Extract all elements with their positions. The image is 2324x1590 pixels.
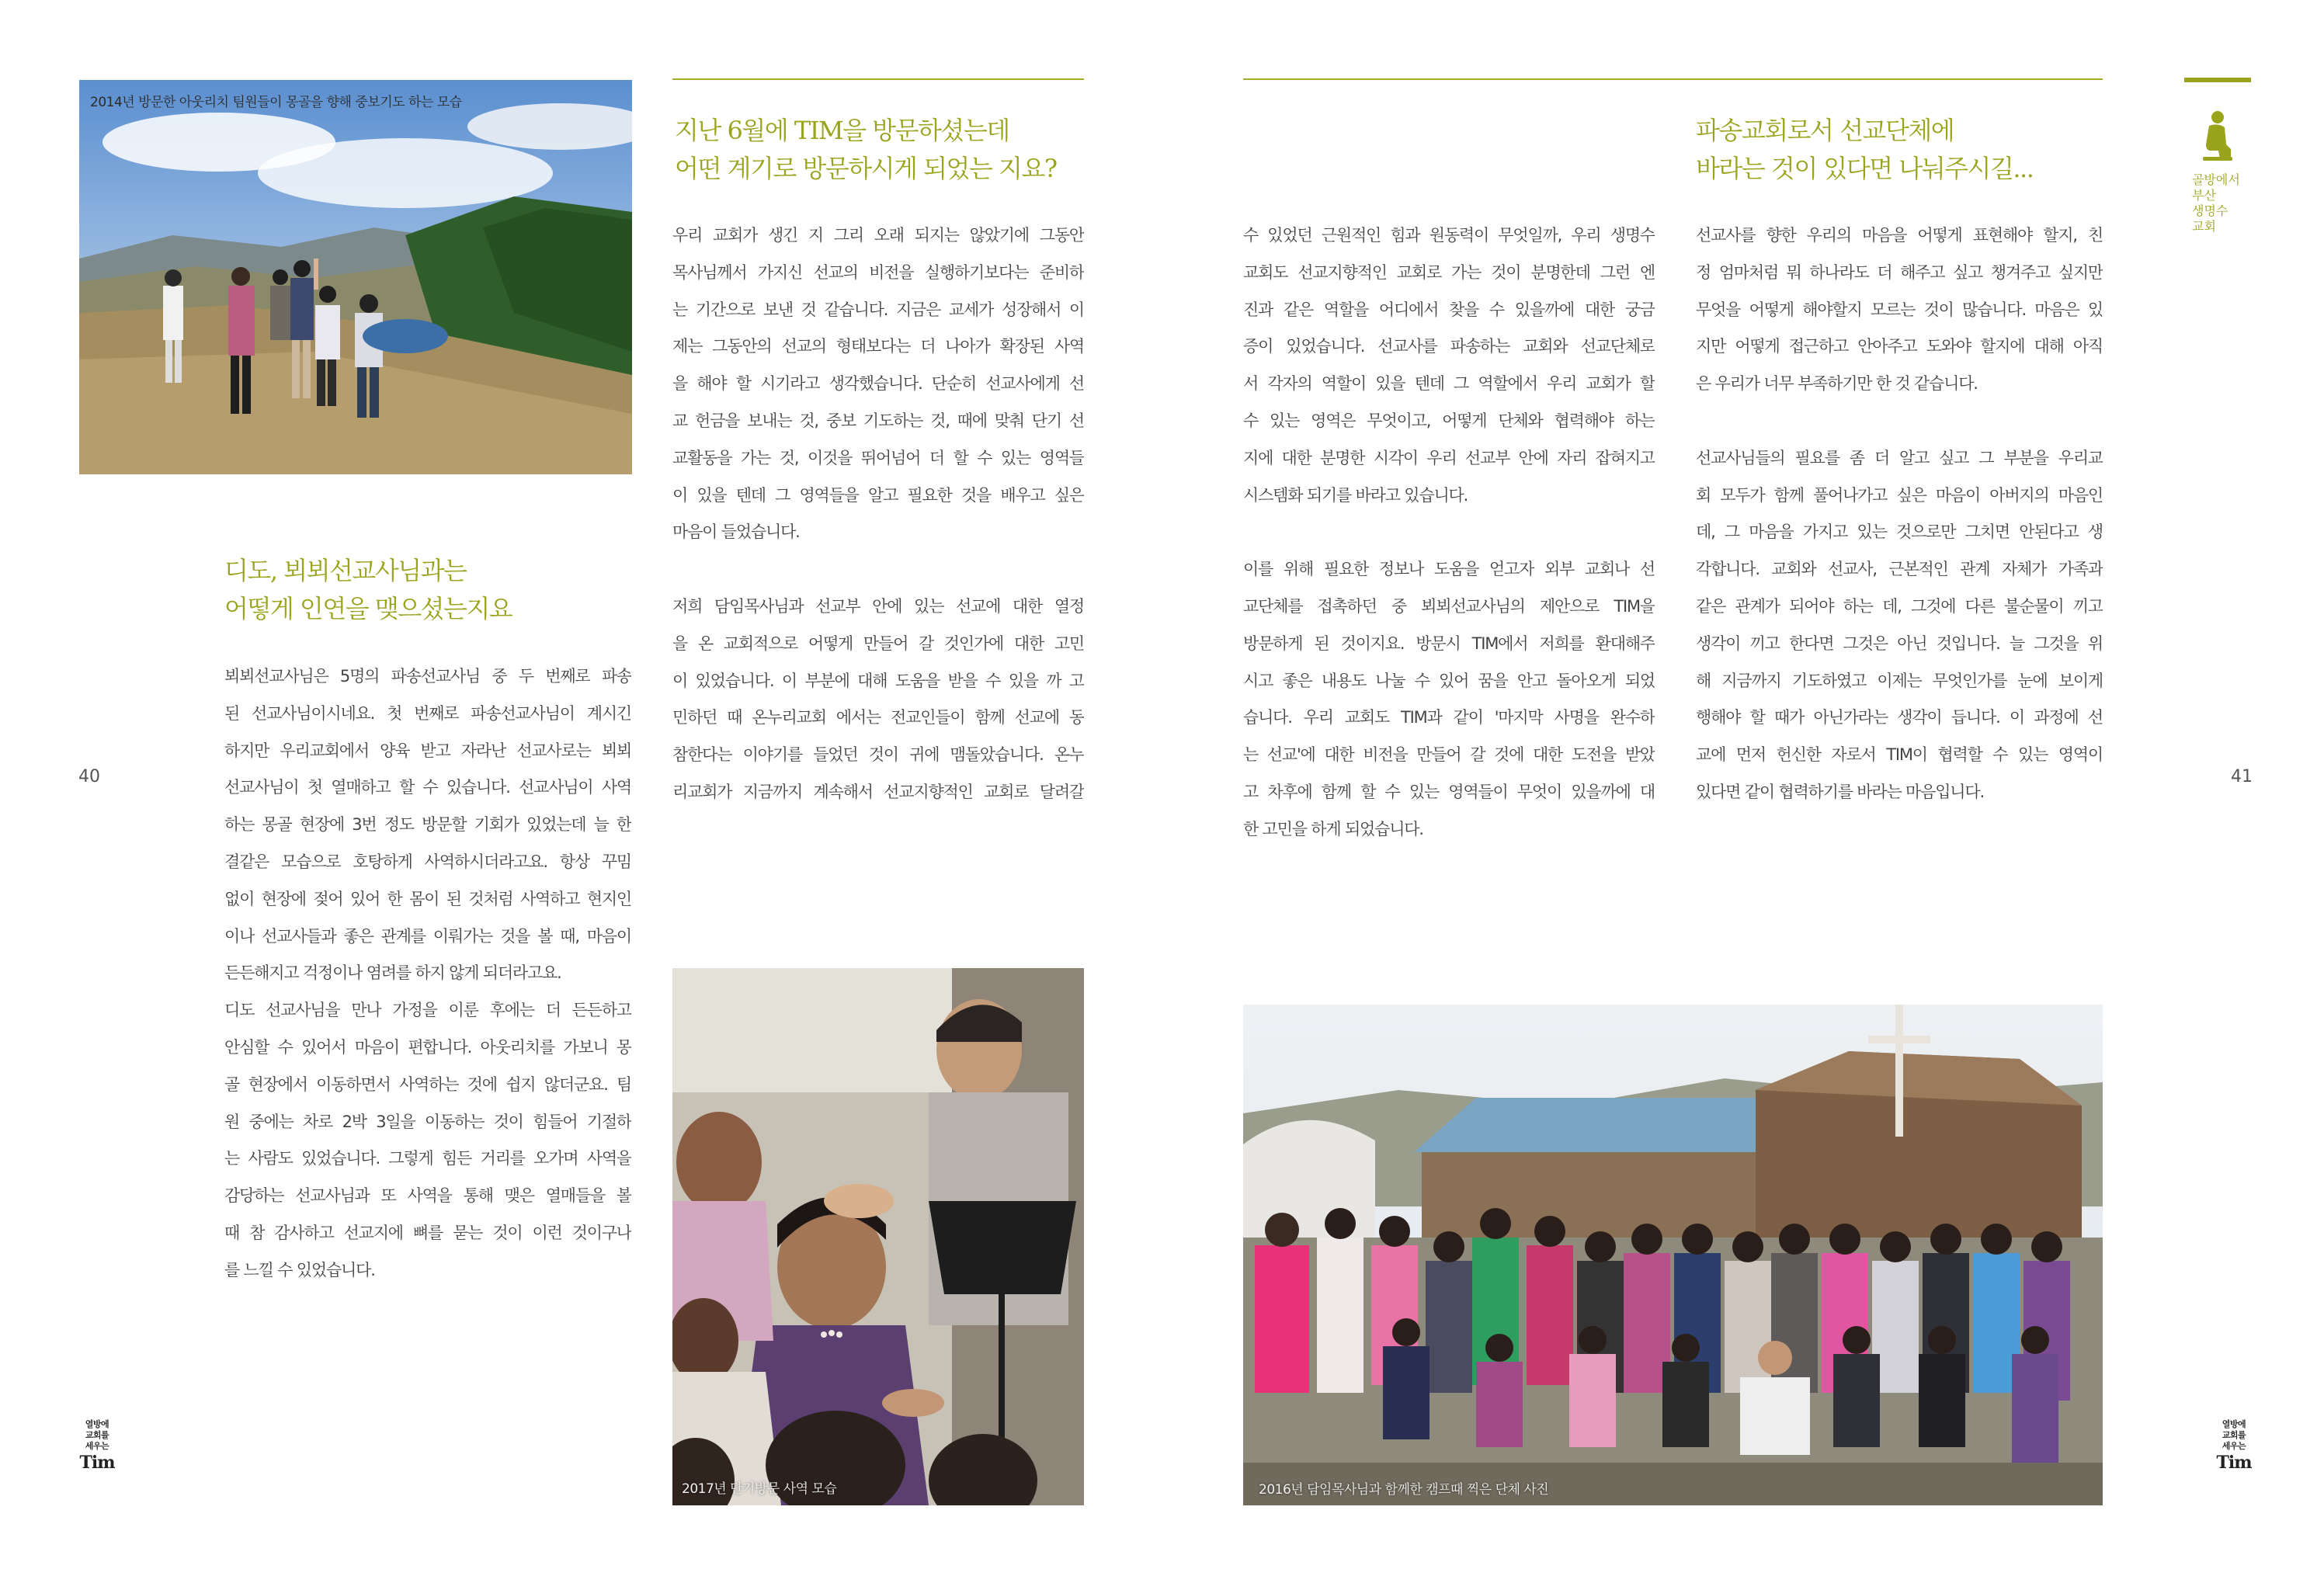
column-rule: [1243, 78, 2103, 80]
section-body-q3: 선교사를 향한 우리의 마음을 어떻게 표현해야 할지, 친 정 엄마처럼 뭐 하나라도 더 해주고 싶고 챙겨주고 싶지만 무엇을 어떻게 해야할지 모르는 것이 많습니다. 마음은 있 지만 어떻게 접근하고 안아주고 도와야 할지에 대해 아직 은 우리가 너무 부족하기만 한 것 같습니다. 선교사님들의 필요를 좀 더 알고 싶고 그 부분을 우리교 회 모두가 함께 풀어나가고 싶은 마음이 아버지의 마음인 데, 그 마음을 가지고 있는 것으로만 그치면 안된다고 생 각합니다. 교회와 선교사, 근본적인 관계 자체가 가족과 같은 관계가 되어야 하는 데, 그것에 다른 불순물이 끼고 생각이 끼고 한다면 그것은 아닌 것입니다. 늘 그것을 위 해 지금까지 기도하였고 이제는 무엇인가를 눈에 보이게 행해야 할 때가 아닌가라는 생각이 듭니다. 이 과정에 선 교에 먼저 헌신한 자로서 TIM이 협력할 수 있는 영역이 있다면 같이 협력하기를 바라는 마음입니다.: [1696, 226, 2103, 801]
column-rule: [672, 78, 1084, 80]
section-tab: [2184, 78, 2251, 234]
photo-caption: 2016년 담임목사님과 함께한 캠프때 찍은 단체 사진: [1259, 1482, 1549, 1498]
tim-logo-left: 열방에 교회를 세우는 Tim: [79, 1419, 115, 1473]
page-number-right: 41: [2231, 767, 2253, 786]
photo-caption: 2017년 단기방문 사역 모습: [682, 1481, 837, 1497]
section-body-q1: 우리 교회가 생긴 지 그리 오래 되지는 않았기에 그동안 목사님께서 가지신 선교의 비전을 실행하기보다는 준비하 는 기간으로 보낸 것 같습니다. 지금은 교세가 성장해서 이 제는 그동안의 선교의 형태보다는 더 나아가 확장된 사역 을 해야 할 시기라고 생각했습니다. 단순히 선교사에게 선 교 헌금을 보내는 것, 중보 기도하는 것, 때에 맞춰 단기 선 교활동을 가는 것, 이것을 뛰어넘어 더 할 수 있는 영역들 이 있을 텐데 그 영역들을 알고 필요한 것을 배우고 싶은 마음이 들었습니다. 저희 담임목사님과 선교부 안에 있는 선교에 대한 열정 을 온 교회적으로 어떻게 만들어 갈 것인가에 대한 고민 이 있었습니다. 이 부분에 대해 도움을 받을 수 있을 까 고 민하던 때 온누리교회 에서는 전교인들이 함께 선교에 동 참한다는 이야기를 들었던 것이 귀에 맴돌았습니다. 온누 리교회가 지금까지 계속해서 선교지향적인 교회로 달려갈: [672, 226, 1084, 801]
photo-mountain-prayer: [79, 80, 632, 474]
section-tab-label: 골방에서 부산 생명수 교회: [2192, 172, 2240, 234]
section-title-q2: 디도, 뵈뵈선교사님과는 어떻게 인연을 맺으셨는지요: [224, 556, 512, 623]
tim-logo-right: 열방에 교회를 세우는 Tim: [2216, 1419, 2252, 1473]
kneeling-prayer-icon: [2200, 110, 2235, 161]
page-number-left: 40: [78, 767, 100, 786]
section-title-q3: 파송교회로서 선교단체에 바라는 것이 있다면 나눠주시길...: [1696, 116, 2034, 183]
photo-prayer-ministry: [672, 968, 1084, 1505]
section-body-q1-continued: 수 있었던 근원적인 힘과 원동력이 무엇일까, 우리 생명수 교회도 선교지향적인 교회로 가는 것이 분명한데 그런 엔 진과 같은 역할을 어디에서 찾을 수 있을까에 대한 궁금 증이 있었습니다. 선교사를 파송하는 교회와 선교단체로 서 각자의 역할이 있을 텐데 그 역할에서 우리 교회가 할 수 있는 영역은 무엇이고, 어떻게 단체와 협력해야 하는 지에 대한 분명한 시각이 우리 선교부 안에 자리 잡혀지고 시스템화 되기를 바라고 있습니다. 이를 위해 필요한 정보나 도움을 얻고자 외부 교회나 선 교단체를 접촉하던 중 뵈뵈선교사님의 제안으로 TIM을 방문하게 된 것이지요. 방문시 TIM에서 저희를 환대해주 시고 좋은 내용도 나눌 수 있어 꿈을 안고 돌아오게 되었 습니다. 우리 교회도 TIM과 같이 '마지막 사명을 완수하 는 선교'에 대한 비전을 만들어 갈 것에 대한 도전을 받았 고 차후에 함께 할 수 있는 영역들이 무엇이 있을까에 대 한 고민을 하게 되었습니다.: [1243, 226, 1655, 838]
section-body-q2: 뵈뵈선교사님은 5명의 파송선교사님 중 두 번째로 파송 된 선교사님이시네요. 첫 번째로 파송선교사님이 계시긴 하지만 우리교회에서 양육 받고 자라난 선교사로는 뵈뵈 선교사님이 첫 열매하고 할 수 있습니다. 선교사님이 사역 하는 몽골 현장에 3번 정도 방문할 기회가 있었는데 늘 한 결같은 모습으로 호탕하게 사역하시더라고요. 항상 꾸밈 없이 현장에 젖어 있어 한 몸이 된 것처럼 사역하고 현지인 이나 선교사들과 좋은 관계를 이뤄가는 것을 볼 때, 마음이 든든해지고 걱정이나 염려를 하지 않게 되더라고요. 디도 선교사님을 만나 가정을 이룬 후에는 더 든든하고 안심할 수 있어서 마음이 편합니다. 아웃리치를 가보니 몽 골 현장에서 이동하면서 사역하는 것에 쉽지 않더군요. 팀 원 중에는 차로 2박 3일을 이동하는 것이 힘들어 기절하 는 사람도 있었습니다. 그렇게 힘든 거리를 오가며 사역을 감당하는 선교사님과 또 사역을 통해 맺은 열매들을 볼 때 참 감사하고 선교지에 뼈를 묻는 것이 이런 것이구나 를 느낄 수 있었습니다.: [224, 667, 631, 1279]
photo-caption: 2014년 방문한 아웃리치 팀원들이 몽골을 향해 중보기도 하는 모습: [90, 95, 462, 110]
section-title-q1: 지난 6월에 TIM을 방문하셨는데 어떤 계기로 방문하시게 되었는 지요?: [675, 116, 1057, 183]
photo-group-camp: [1243, 1005, 2103, 1505]
section-tab-bar: [2184, 78, 2251, 82]
